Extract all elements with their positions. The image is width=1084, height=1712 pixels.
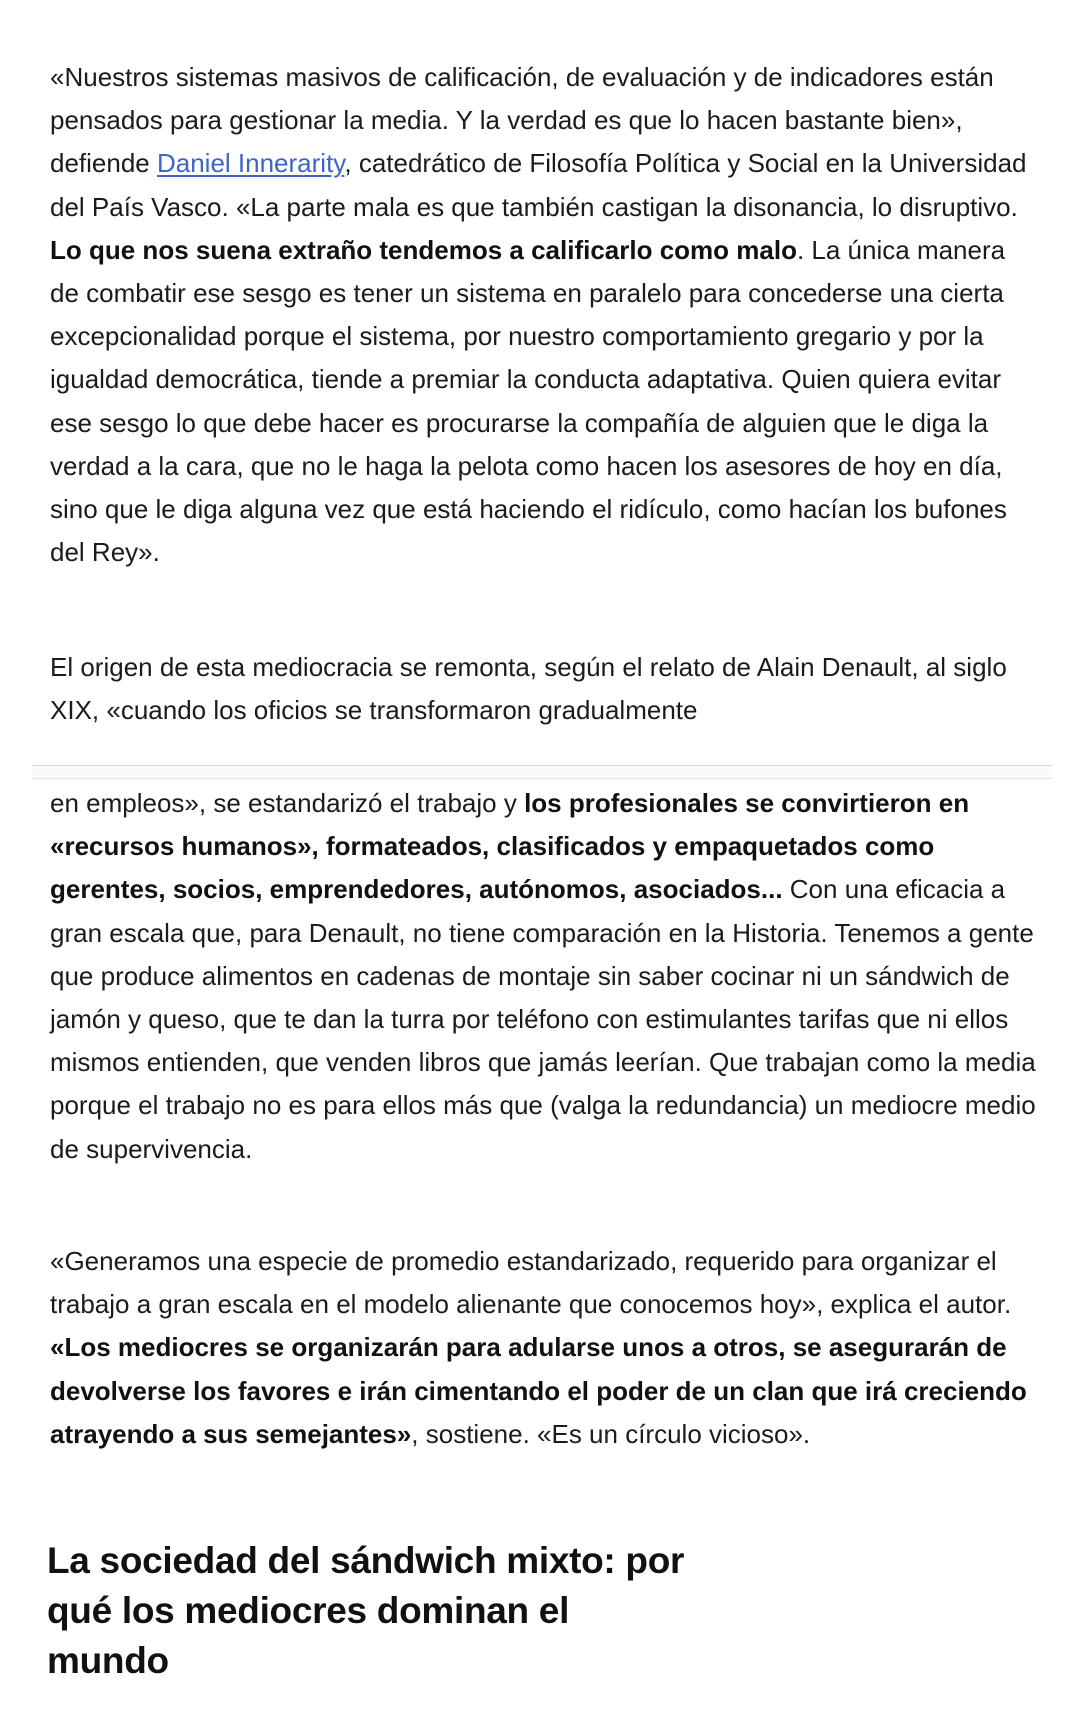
heading-line: La sociedad del sándwich mixto: por bbox=[47, 1540, 685, 1581]
section-heading bbox=[47, 1536, 807, 1686]
paragraph-text: , catedrático de Filosofía Política y Social en la Universidad del País Vasco. «La parte mala es que también castigan la disonancia, lo disruptivo. bbox=[50, 148, 1027, 222]
daniel-innerarity-link[interactable]: Daniel Innerarity bbox=[156, 148, 345, 179]
heading-line: qué los mediocres dominan el bbox=[47, 1590, 570, 1631]
paragraph-innerarity-quote bbox=[50, 56, 1040, 574]
paragraph-text: Con una eficacia a gran escala que, para Denault, no tiene comparación en la Historia. Tenemos a gente que produce alimentos en cadenas de montaje sin saber cocinar ni un sándwich de jamón y queso, que te dan la turra por teléfono con estimulantes tarifas que ni ellos mismos entienden, que venden libros que jamás leerían. Que trabajan como la media porque el trabajo no es para ellos más que (valga la redundancia) un mediocre medio de supervivencia. bbox=[50, 874, 1036, 1164]
paragraph-human-resources bbox=[50, 782, 1040, 1171]
paragraph-text: , sostiene. «Es un círculo vicioso». bbox=[411, 1418, 811, 1449]
paragraph-text: en empleos», se estandarizó el trabajo y bbox=[50, 788, 525, 818]
paragraph-mediocracy-origin bbox=[50, 646, 1040, 732]
paragraph-text: «Nuestros sistemas masivos de calificación, de evaluación y de indicadores están pensados para gestionar la media. Y la verdad es que lo hacen bastante bien», defiende bbox=[50, 62, 994, 179]
paragraph-text: . La única manera de combatir ese sesgo es tener un sistema en paralelo para concederse una cierta excepcionalidad porque el sistema, por nuestro comportamiento gregario y por la igualdad democrática, tiende a premiar la conducta adaptativa. Quien quiera evitar ese sesgo lo que debe hacer es procurarse la compañía de alguien que le diga la verdad a la cara, que no le haga la pelota como hacen los asesores de hoy en día, sino que le diga alguna vez que está haciendo el ridículo, como hacían los bufones del Rey». bbox=[50, 234, 1007, 568]
paragraph-standardized-average bbox=[50, 1240, 1040, 1456]
bold-highlight: Lo que nos suena extraño tendemos a calificarlo como malo bbox=[50, 234, 797, 265]
heading-line: mundo bbox=[47, 1640, 169, 1681]
paragraph-text: «Generamos una especie de promedio estandarizado, requerido para organizar el trabajo a gran escala en el modelo alienante que conocemos hoy», explica el autor. bbox=[50, 1246, 1012, 1320]
bold-highlight: los profesionales se convirtieron en «recursos humanos», formateados, clasificados y empaquetados como gerentes, socios, emprendedores, autónomos, asociados... bbox=[50, 788, 970, 905]
bold-highlight: «Los mediocres se organizarán para adularse unos a otros, se asegurarán de devolverse los favores e irán cimentando el poder de un clan que irá creciendo atrayendo a sus semejantes» bbox=[50, 1332, 1027, 1449]
paragraph-text: El origen de esta mediocracia se remonta, según el relato de Alain Denault, al siglo XIX, «cuando los oficios se transformaron gradualmente bbox=[50, 652, 1007, 726]
section-divider bbox=[32, 765, 1052, 779]
